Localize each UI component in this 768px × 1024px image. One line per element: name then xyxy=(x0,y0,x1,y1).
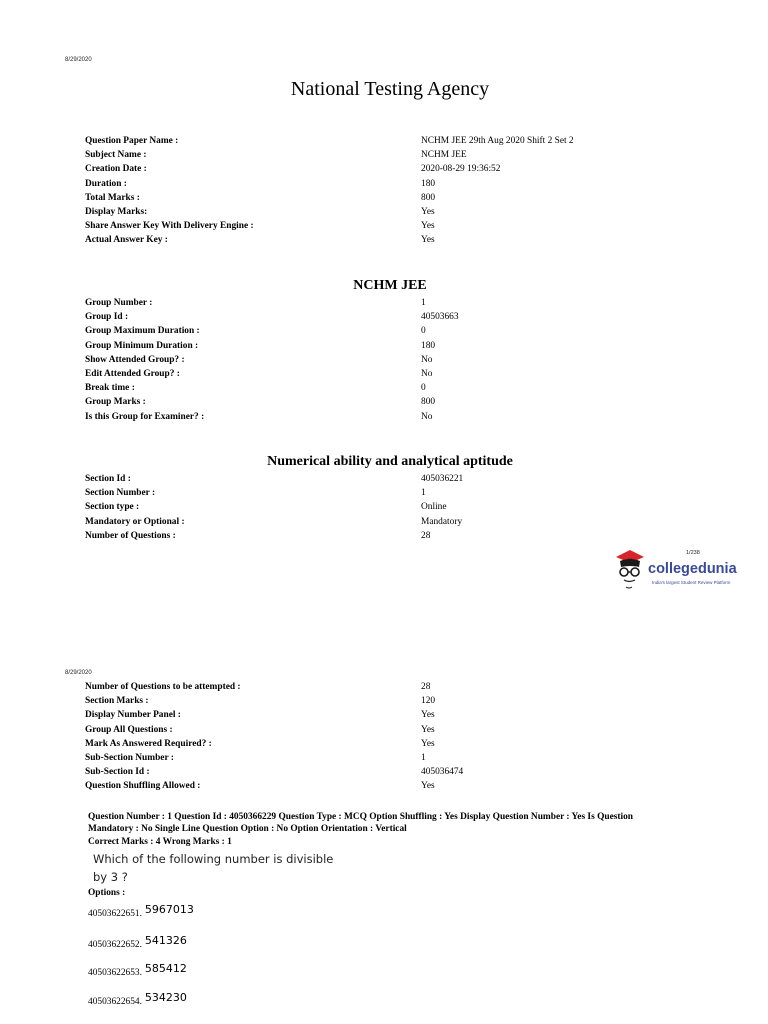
group-row xyxy=(85,410,725,424)
section-heading: Numerical ability and analytical aptitude xyxy=(267,454,513,469)
section-row xyxy=(85,708,725,722)
section-value: Yes xyxy=(421,710,435,721)
print-date: 8/29/2020 xyxy=(65,57,92,63)
group-value: No xyxy=(421,368,433,379)
group-table xyxy=(85,296,725,424)
section-key: Question Shuffling Allowed : xyxy=(85,781,201,792)
section-value: Mandatory xyxy=(421,516,463,527)
section-key: Sub-Section Id : xyxy=(85,767,150,778)
section-row xyxy=(85,486,725,500)
document-title: National Testing Agency xyxy=(290,78,490,100)
question-text-line2: by 3 ? xyxy=(93,870,128,884)
meta-row xyxy=(85,219,725,233)
group-key: Group Number : xyxy=(85,298,153,308)
group-row xyxy=(85,381,725,395)
group-row xyxy=(85,296,725,310)
question-header xyxy=(88,812,728,849)
question-header-line2: Mandatory : No Single Line Question Option : No Option Orientation : Vertical xyxy=(88,823,407,834)
option-id: 40503622654. xyxy=(88,997,142,1007)
section-value: Yes xyxy=(421,724,435,735)
section-value: Yes xyxy=(421,781,435,792)
section-value: 28 xyxy=(421,530,431,541)
group-row xyxy=(85,395,725,409)
meta-value: Yes xyxy=(421,221,435,232)
meta-row xyxy=(85,148,725,162)
section-key: Sub-Section Number : xyxy=(85,752,174,763)
section-row xyxy=(85,694,725,708)
group-value: 180 xyxy=(421,340,436,351)
option-row xyxy=(88,991,187,1007)
group-row xyxy=(85,339,725,353)
group-key: Group Marks : xyxy=(85,397,146,408)
group-key: Group Id : xyxy=(85,312,129,323)
section-table xyxy=(85,472,725,543)
meta-key: Subject Name : xyxy=(85,150,147,161)
section-row xyxy=(85,751,725,765)
group-key: Show Attended Group? : xyxy=(85,354,185,365)
section-value: Yes xyxy=(421,738,435,749)
meta-row xyxy=(85,191,725,205)
section-key: Section type : xyxy=(85,502,140,513)
option-value: 541326 xyxy=(144,934,187,947)
section-key: Mandatory or Optional : xyxy=(85,516,185,527)
collegedunia-logo xyxy=(612,545,752,595)
meta-value: 180 xyxy=(421,178,436,189)
section-row xyxy=(85,723,725,737)
meta-key: Share Answer Key With Delivery Engine : xyxy=(85,221,254,232)
meta-key: Display Marks: xyxy=(85,206,148,217)
option-id: 40503622652. xyxy=(88,940,142,950)
group-row xyxy=(85,353,725,367)
section-row xyxy=(85,529,725,543)
section-row xyxy=(85,680,725,694)
group-value: 800 xyxy=(421,397,436,408)
section-value: 120 xyxy=(421,696,436,707)
meta-key: Actual Answer Key : xyxy=(85,235,168,246)
meta-key: Creation Date : xyxy=(85,164,147,175)
meta-row xyxy=(85,205,725,219)
group-key: Group Minimum Duration : xyxy=(85,340,199,351)
logo-tagline: India's largest Student Review Platform xyxy=(652,580,731,585)
meta-row xyxy=(85,177,725,191)
section-key: Number of Questions to be attempted : xyxy=(85,682,241,692)
group-key: Is this Group for Examiner? : xyxy=(85,411,205,422)
section-value: 1 xyxy=(421,752,426,763)
page-number: 1/238 xyxy=(686,550,700,556)
section-row xyxy=(85,779,725,793)
section-key: Mark As Answered Required? : xyxy=(85,738,212,749)
meta-row xyxy=(85,233,725,247)
group-value: 1 xyxy=(421,298,426,308)
section-key: Section Id : xyxy=(85,474,131,484)
section-row xyxy=(85,765,725,779)
section-value: Online xyxy=(421,502,447,513)
option-row xyxy=(88,903,194,919)
section-key: Display Number Panel : xyxy=(85,710,181,721)
section-continued-table xyxy=(85,680,725,794)
section-key: Group All Questions : xyxy=(85,724,173,735)
meta-value: 2020-08-29 19:36:52 xyxy=(421,164,501,175)
question-text-line1: Which of the following number is divisible xyxy=(93,852,334,866)
graduate-mascot-icon xyxy=(612,545,648,591)
group-row xyxy=(85,324,725,338)
option-id: 40503622653. xyxy=(88,968,142,978)
print-date: 8/29/2020 xyxy=(65,670,92,676)
section-value: 405036221 xyxy=(421,474,464,484)
group-value: 40503663 xyxy=(421,312,459,323)
option-id: 40503622651. xyxy=(88,909,142,919)
question-header-line1: Question Number : 1 Question Id : 4050366229 Question Type : MCQ Option Shuffling : Yes Display Question Number : Yes Is Question xyxy=(88,812,634,822)
section-key: Number of Questions : xyxy=(85,530,176,541)
meta-value: NCHM JEE 29th Aug 2020 Shift 2 Set 2 xyxy=(421,136,574,146)
section-key: Section Number : xyxy=(85,488,156,499)
meta-value: 800 xyxy=(421,192,436,203)
section-key: Section Marks : xyxy=(85,696,149,707)
group-value: 0 xyxy=(421,383,426,394)
option-row xyxy=(88,962,187,978)
logo-wordmark: collegedunia xyxy=(648,561,737,577)
section-row xyxy=(85,500,725,514)
option-row xyxy=(88,934,187,950)
section-value: 28 xyxy=(421,682,431,692)
meta-value: NCHM JEE xyxy=(421,150,467,161)
section-value: 1 xyxy=(421,488,426,499)
paper-meta-table xyxy=(85,134,725,248)
group-row xyxy=(85,310,725,324)
meta-row xyxy=(85,134,725,148)
section-row xyxy=(85,737,725,751)
group-row xyxy=(85,367,725,381)
group-key: Break time : xyxy=(85,383,135,394)
meta-value: Yes xyxy=(421,206,435,217)
meta-key: Question Paper Name : xyxy=(85,136,179,146)
meta-key: Total Marks : xyxy=(85,192,140,203)
option-value: 534230 xyxy=(144,991,187,1004)
option-value: 585412 xyxy=(144,962,187,975)
meta-row xyxy=(85,162,725,176)
options-label: Options : xyxy=(88,888,126,898)
group-heading: NCHM JEE xyxy=(353,278,427,293)
section-value: 405036474 xyxy=(421,767,464,778)
question-marks: Correct Marks : 4 Wrong Marks : 1 xyxy=(88,837,232,847)
option-value: 5967013 xyxy=(144,903,194,916)
meta-value: Yes xyxy=(421,235,435,246)
group-value: No xyxy=(421,411,433,422)
meta-key: Duration : xyxy=(85,178,127,189)
group-key: Edit Attended Group? : xyxy=(85,368,180,379)
section-row xyxy=(85,515,725,529)
group-value: No xyxy=(421,354,433,365)
section-row xyxy=(85,472,725,486)
group-key: Group Maximum Duration : xyxy=(85,326,200,337)
group-value: 0 xyxy=(421,326,426,337)
